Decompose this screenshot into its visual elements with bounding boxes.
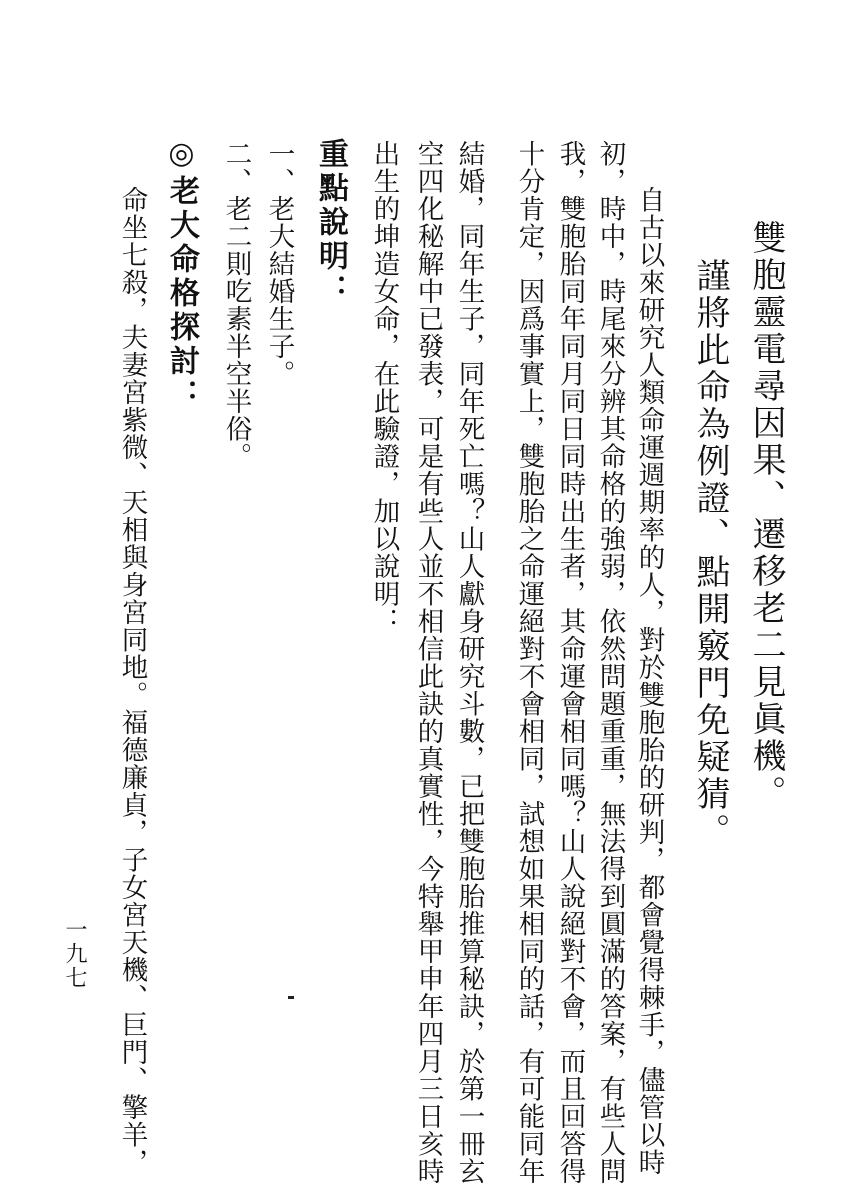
paragraph-line-6: 空四化秘解中已發表，可是有些人並不相信此訣的真實性，今特舉甲申年四月三日亥時 <box>412 140 444 1185</box>
poem-line-1: 雙胞靈電尋因果、遷移老二見眞機。 <box>746 220 786 812</box>
emphasis-item-1: 一、老大結婚生子。 <box>263 140 295 388</box>
print-mark <box>288 996 294 999</box>
paragraph-line-1: 自古以來研究人類命運週期率的人，對於雙胞胎的研判，都會覺得棘手，儘管以時 <box>633 186 665 1176</box>
paragraph-line-2: 初，時中，時尾來分辨其命格的強弱，依然問題重重，無法得到圓滿的答案，有些人問 <box>594 140 626 1185</box>
section-first-line: 命坐七殺，夫妻宮紫微、天相與身宮同地。福德廉貞，子女宮天機、巨門、擎羊， <box>116 186 148 1176</box>
emphasis-item-2: 二、老二則吃素半空半俗。 <box>220 140 252 470</box>
emphasis-heading: 重點說明： <box>313 138 348 308</box>
paragraph-line-3: 我，雙胞胎同年同月同日同時出生者，其命運會相同嗎？山人說絕對不會，而且回答得 <box>554 140 586 1185</box>
paragraph-line-7: 出生的坤造女命，在此驗證，加以說明： <box>368 140 400 635</box>
poem-line-2: 謹將此命為例證、點開竅門免疑猜。 <box>690 258 730 850</box>
section-heading: ◎老大命格探討： <box>164 136 199 413</box>
paragraph-line-4: 十分肯定，因爲事實上，雙胞胎之命運絕對不會相同，試想如果相同的話，有可能同年 <box>513 140 545 1185</box>
page-number: 一九七 <box>62 918 87 990</box>
paragraph-line-5: 結婚，同年生子，同年死亡嗎？山人獻身研究斗數，已把雙胞胎推算秘訣，於第一冊玄 <box>453 140 485 1185</box>
